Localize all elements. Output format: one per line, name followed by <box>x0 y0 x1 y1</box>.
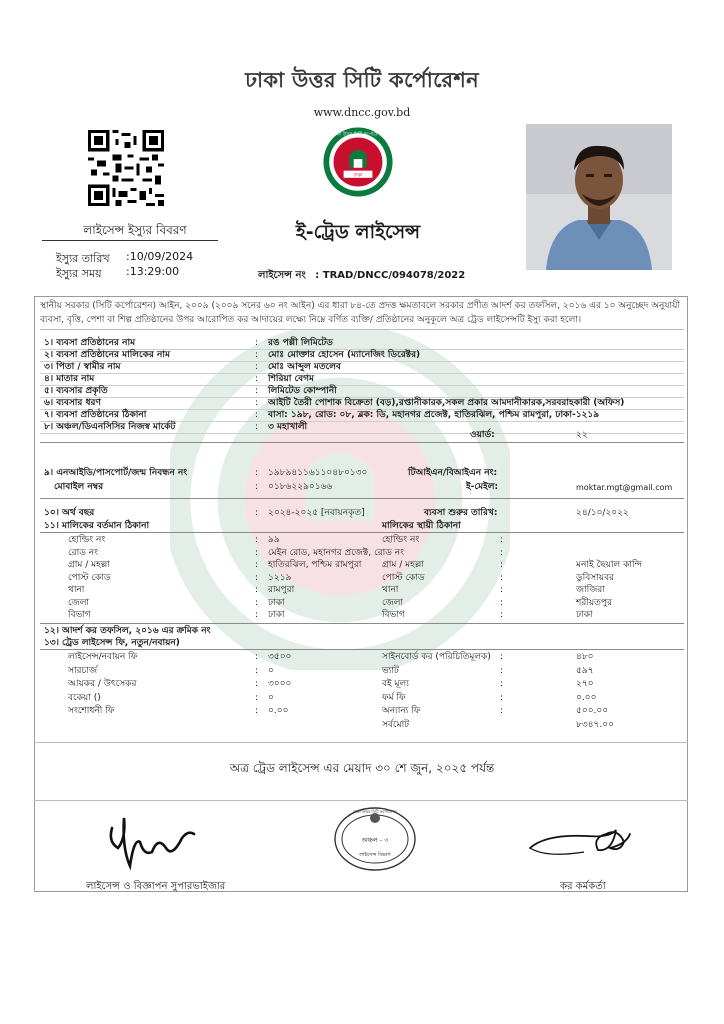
legal-intro-text: স্থানীয় সরকার (সিটি কর্পোরেশন) আইন, ২০০৯ (২০০৯ সনের ৬০ নং আইন) এর ধারা ৮৪-তে প্রদত্ত ক্ষমতাবলে সরকার প্রণীত আদর্শ কর তফসিল, ২০১৬ এর ১০ অনুচ্ছেদ অনুযায়ী ব্যবসা, বৃত্তি, পেশা বা শিল্প প্রতিষ্ঠানের উপর আরোপিত কর আদায়ের লক্ষ্যে নিম্নে বর্ণিত ব্যক্তি/ প্রতিষ্ঠানের অনুকূলে অত্র ট্রেড লাইসেন্সটি ইস্যু করা হলো। <box>40 299 684 330</box>
colon: : <box>255 679 259 689</box>
colon: : <box>255 572 259 583</box>
colon: : <box>255 706 259 716</box>
permanent-address-value: ডুবিসায়বর <box>576 572 615 583</box>
fees-heading: ১৩। ট্রেড লাইসেন্স ফি, নতুন/নবায়ন) <box>44 638 180 648</box>
fee-label: ভ্যাট <box>382 665 399 676</box>
colon: : <box>500 585 504 595</box>
colon: : <box>255 652 259 662</box>
permanent-address-label: পোস্ট কোড <box>382 572 425 583</box>
fee-label: বই মূল্য <box>382 679 409 689</box>
field-value: আইটি তৈরী পোশাক বিক্রেতা (বড়),রপ্তানীকারক,সকল প্রকার আমদানীকারক,সরবরাহকারী (অফিস) <box>268 398 625 408</box>
field-label: ৩। পিতা / স্বামীর নাম <box>44 362 121 372</box>
permanent-address-label: হোল্ডিং নং <box>382 535 420 545</box>
colon: : <box>255 610 259 620</box>
permanent-address-value: মনাই ছৈয়াল কান্দি <box>576 560 642 570</box>
fiscal-year-label: ১০। অর্থ বছর <box>44 508 95 518</box>
qr-code <box>88 130 164 206</box>
field-value: ৩ মহাখালী <box>268 422 308 432</box>
colon: : <box>255 692 259 703</box>
permanent-address-label: থানা <box>382 585 399 595</box>
fee-label: লাইসেন্স/নবায়ন ফি <box>68 652 138 662</box>
field-label: ৬। ব্যবসার ধরণ <box>44 398 101 408</box>
field-label: ৭। ব্যবসা প্রতিষ্ঠানের ঠিকানা <box>44 410 147 420</box>
address-label: রোড নং <box>68 547 98 558</box>
tin-label: টিআইএন/বিআইএন নং: <box>408 468 498 478</box>
dncc-logo <box>322 126 394 198</box>
address-label: গ্রাম / মহল্লা <box>68 560 110 570</box>
current-address-value: রামপুরা <box>268 585 295 595</box>
colon: : <box>255 410 259 420</box>
official-seal <box>332 806 418 872</box>
address-label: পোস্ট কোড <box>68 572 111 583</box>
colon: : <box>500 652 504 662</box>
field-value: মোঃ মোক্তার হোসেন (ম্যানেজিং ডিরেক্টর) <box>268 350 421 360</box>
issue-details-heading: লাইসেন্স ইস্যুর বিবরণ <box>83 223 187 237</box>
issue-time-label: ইস্যুর সময় <box>56 267 102 280</box>
permanent-address-label: বিভাগ <box>382 610 405 620</box>
email-label: ই-মেইল: <box>466 482 499 492</box>
issue-divider <box>42 240 218 241</box>
nid-value: ১৯৮৯৪১১৬১১০৪৮০১৩০ <box>268 468 368 478</box>
colon: : <box>255 597 259 608</box>
colon: : <box>255 374 259 384</box>
field-value: মোঃ আব্দুল মতলেব <box>268 362 341 372</box>
current-address-value: ১২১৯ <box>268 572 292 583</box>
divider <box>40 623 684 624</box>
divider <box>40 361 684 362</box>
current-address-value: হাতিরঝিল, পশ্চিম রামপুরা <box>268 560 362 570</box>
colon: : <box>500 610 504 620</box>
colon: : <box>255 665 259 676</box>
owner-photo <box>526 124 672 270</box>
current-address-value: মেইন রোড, মহানগর প্রজেক্ট, রোড নং <box>268 547 405 558</box>
website-url[interactable]: www.dncc.gov.bd <box>313 106 411 119</box>
address-label: হোল্ডিং নং <box>68 535 106 545</box>
colon: : <box>255 338 259 348</box>
colon: : <box>500 547 504 558</box>
issue-date-label: ইস্যুর তারিখ <box>56 252 110 265</box>
colon: : <box>255 535 259 545</box>
current-address-value: ৯৯ <box>268 535 280 545</box>
permanent-address-label: গ্রাম / মহল্লা <box>382 560 424 570</box>
tax-officer-label: কর কর্মকর্তা <box>560 881 606 892</box>
business-start-value: ২৪/১০/২০২২ <box>576 508 629 518</box>
current-address-value: ঢাকা <box>268 610 285 620</box>
colon: : <box>255 468 259 478</box>
license-number <box>258 268 465 285</box>
field-value: শিরিয়া বেগম <box>268 374 315 384</box>
divider <box>40 532 684 533</box>
mobile-value: ০১৮৬২২৯০১৬৬ <box>268 482 333 492</box>
colon: : <box>255 362 259 372</box>
colon: : <box>500 597 504 608</box>
ward-value: ২২ <box>576 430 588 440</box>
fee-label: সংশোধনী ফি <box>68 706 115 716</box>
fee-value: ৫৯৭ <box>576 665 594 676</box>
license-number-value: : TRAD/DNCC/094078/2022 <box>315 270 466 281</box>
permanent-address-value: ঢাকা <box>576 610 593 620</box>
field-label: ৮। অঞ্চল/ডিএনসিসির নিজস্ব মার্কেট <box>44 422 176 432</box>
divider <box>40 442 684 443</box>
divider <box>40 649 684 650</box>
seal-middle: অঞ্চল - ৩ <box>361 836 389 844</box>
city-corporation-title: ঢাকা উত্তর সিটি কর্পোরেশন <box>245 68 479 92</box>
logo-text-top: ঢাকা উত্তর সিটি কর্পোরেশন <box>332 132 384 138</box>
fee-value: ৪৮০ <box>576 652 594 662</box>
field-label: ১। ব্যবসা প্রতিষ্ঠানের নাম <box>44 338 136 348</box>
issue-date-value: :10/09/2024 <box>126 250 194 263</box>
colon: : <box>500 665 504 676</box>
nid-label: ৯। এনআইডি/পাসপোর্ট/জন্ম নিবন্ধন নং <box>44 468 188 478</box>
e-trade-license-title: ই-ট্রেড লাইসেন্স <box>295 221 421 243</box>
seal-bottom: লাইসেন্স বিভাগ <box>359 852 391 858</box>
colon: : <box>255 482 259 492</box>
fee-label: সর্বমোট <box>382 719 410 730</box>
supervisor-signature <box>100 808 200 874</box>
colon: : <box>255 547 259 558</box>
colon: : <box>255 422 259 432</box>
tax-schedule-label: ১২। আদর্শ কর তফসিল, ২০১৬ এর ক্রমিক নং <box>44 626 211 636</box>
address-label: বিভাগ <box>68 610 91 620</box>
license-number-label: লাইসেন্স নং <box>258 270 306 281</box>
supervisor-label: লাইসেন্স ও বিজ্ঞাপন সুপারভাইজার <box>86 881 226 892</box>
fee-label: অন্যান্য ফি <box>382 706 421 716</box>
colon: : <box>500 572 504 583</box>
field-label: ৫। ব্যবসার প্রকৃতি <box>44 386 108 396</box>
divider <box>40 373 684 374</box>
permanent-address-value: শরীয়তপুর <box>576 597 612 608</box>
watermark-seal <box>170 330 510 670</box>
fee-label: সারচার্জ <box>68 665 98 676</box>
permanent-address-heading: মালিকের স্থায়ী ঠিকানা <box>382 521 461 531</box>
address-label: থানা <box>68 585 85 595</box>
fee-value: ০.০০ <box>576 692 597 703</box>
fee-value: ৮৩৪৭.০০ <box>576 719 614 730</box>
colon: : <box>255 560 259 570</box>
fee-value: ২৭০ <box>576 679 594 689</box>
divider <box>40 498 684 499</box>
colon: : <box>255 350 259 360</box>
fiscal-year-value: ২০২৪-২০২৫ [নবায়নকৃত] <box>268 508 365 518</box>
current-address-heading: ১১। মালিকের বর্তমান ঠিকানা <box>44 521 150 531</box>
divider <box>34 800 688 801</box>
tax-officer-signature <box>526 818 636 866</box>
field-label: ২। ব্যবসা প্রতিষ্ঠানের মালিকের নাম <box>44 350 170 360</box>
permanent-address-label: জেলা <box>382 597 404 608</box>
colon: : <box>255 398 259 408</box>
fee-value: ৫০০.০০ <box>576 706 609 716</box>
logo-text-bottom: ঢাকা <box>353 172 363 179</box>
field-value: রঙ পল্লী লিমিটেড <box>268 338 333 348</box>
colon: : <box>255 508 259 518</box>
divider <box>40 385 684 386</box>
business-start-label: ব্যবসা শুরুর তারিখ: <box>424 508 498 518</box>
email-value[interactable]: moktar.mgt@gmail.com <box>576 483 673 492</box>
divider <box>34 742 688 743</box>
field-value: লিমিটেড কোম্পানী <box>268 386 337 396</box>
mobile-label: মোবাইল নম্বর <box>54 482 104 492</box>
issue-time-value: :13:29:00 <box>126 265 180 278</box>
fee-label: সাইনবোর্ড কর (পরিচিতিমূলক) <box>382 652 491 662</box>
fee-value: ০.০০ <box>268 706 289 716</box>
fee-value: ০ <box>268 692 274 703</box>
fee-label: ফর্ম ফি <box>382 692 406 703</box>
permanent-address-value: জাজিরা <box>576 585 605 595</box>
colon: : <box>500 535 504 545</box>
colon: : <box>500 692 504 703</box>
seal-top: ঢাকা উত্তর সিটি কর্পোরেশন <box>353 809 397 814</box>
colon: : <box>500 560 504 570</box>
field-value: বাসা: ১৯৮, রোড: ০৮, ব্লক: ডি, মহানগর প্রজেক্ট, হাতিরঝিল, পশ্চিম রামপুরা, ঢাকা-১২১৯ <box>268 410 600 420</box>
fee-value: ৩০০০ <box>268 679 292 689</box>
fee-value: ৩৫০০ <box>268 652 292 662</box>
current-address-value: ঢাকা <box>268 597 285 608</box>
fee-value: ০ <box>268 665 274 676</box>
fee-label: আয়কর / উৎসেকর <box>68 679 137 689</box>
colon: : <box>255 585 259 595</box>
address-label: জেলা <box>68 597 90 608</box>
field-label: ৪। মাতার নাম <box>44 374 95 384</box>
validity-text: অত্র ট্রেড লাইসেন্স এর মেয়াদ ৩০ শে জুন, ২০২৫ পর্যন্ত <box>229 761 495 775</box>
colon: : <box>500 679 504 689</box>
fee-label: বকেয়া () <box>68 692 101 703</box>
ward-label: ওয়ার্ড: <box>470 430 495 440</box>
colon: : <box>255 386 259 396</box>
colon: : <box>500 706 504 716</box>
